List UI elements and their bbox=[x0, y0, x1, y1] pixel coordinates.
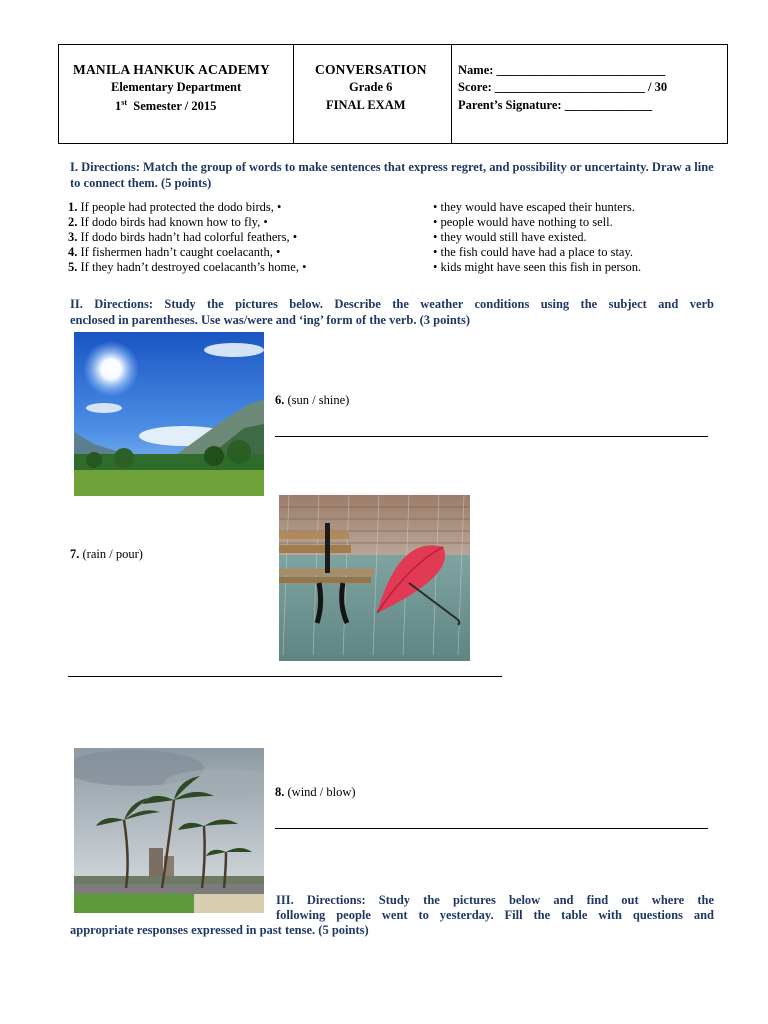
answer-line-7[interactable] bbox=[68, 676, 502, 677]
match-left-item-1: 1. If people had protected the dodo birds, • bbox=[68, 200, 282, 214]
semester: 1st Semester / 2015 bbox=[115, 98, 217, 114]
score-field[interactable]: Score: ________________________ / 30 bbox=[458, 80, 668, 94]
part3-directions-line2: following people went to yesterday. Fill the table with questions and bbox=[276, 908, 714, 922]
match-left-item-3: 3. If dodo birds hadn’t had colorful feathers, • bbox=[68, 230, 298, 244]
match-left-item-4: 4. If fishermen hadn’t caught coelacanth, • bbox=[68, 245, 281, 259]
part1-directions: I. Directions: Match the group of words to make sentences that express regret, and possibility or uncertainty. Draw a line to connect them. (5 points) bbox=[70, 160, 714, 190]
part2-directions-line2: enclosed in parentheses. Use was/were and ‘ing’ form of the verb. (3 points) bbox=[70, 313, 470, 327]
question-6: 6. (sun / shine) bbox=[275, 393, 350, 407]
match-right-item-5: • kids might have seen this fish in person. bbox=[433, 260, 642, 274]
answer-line-6[interactable] bbox=[275, 436, 708, 437]
question-8: 8. (wind / blow) bbox=[275, 785, 356, 799]
rain-umbrella-image bbox=[279, 495, 470, 661]
part3-directions-line1: III. Directions: Study the pictures below and find out where the bbox=[276, 893, 714, 907]
signature-field[interactable]: Parent’s Signature: ______________ bbox=[458, 98, 653, 112]
part3-directions-line3: appropriate responses expressed in past tense. (5 points) bbox=[70, 923, 369, 937]
part2-directions-line1: II. Directions: Study the pictures below. Describe the weather conditions using the subject and verb bbox=[70, 297, 714, 311]
department: Elementary Department bbox=[111, 80, 242, 94]
match-right-item-1: • they would have escaped their hunters. bbox=[433, 200, 635, 214]
exam-title: FINAL EXAM bbox=[326, 98, 406, 112]
school-name: MANILA HANKUK ACADEMY bbox=[73, 62, 270, 77]
answer-line-8[interactable] bbox=[275, 828, 708, 829]
grade-label: Grade 6 bbox=[349, 80, 393, 94]
student-info-cell bbox=[452, 45, 729, 143]
subject-info-cell bbox=[294, 45, 452, 143]
match-left-item-2: 2. If dodo birds had known how to fly, • bbox=[68, 215, 268, 229]
sunny-sky-image bbox=[74, 332, 264, 496]
windy-palm-trees-image bbox=[74, 748, 264, 913]
match-right-item-2: • people would have nothing to sell. bbox=[433, 215, 613, 229]
match-right-item-4: • the fish could have had a place to stay. bbox=[433, 245, 634, 259]
question-7: 7. (rain / pour) bbox=[70, 547, 143, 561]
school-info-cell bbox=[59, 45, 294, 143]
match-left-item-5: 5. If they hadn’t destroyed coelacanth’s home, • bbox=[68, 260, 307, 274]
match-right-item-3: • they would still have existed. bbox=[433, 230, 587, 244]
name-field[interactable]: Name: ___________________________ bbox=[458, 63, 666, 77]
subject-title: CONVERSATION bbox=[315, 62, 427, 77]
exam-header-table bbox=[58, 44, 728, 144]
